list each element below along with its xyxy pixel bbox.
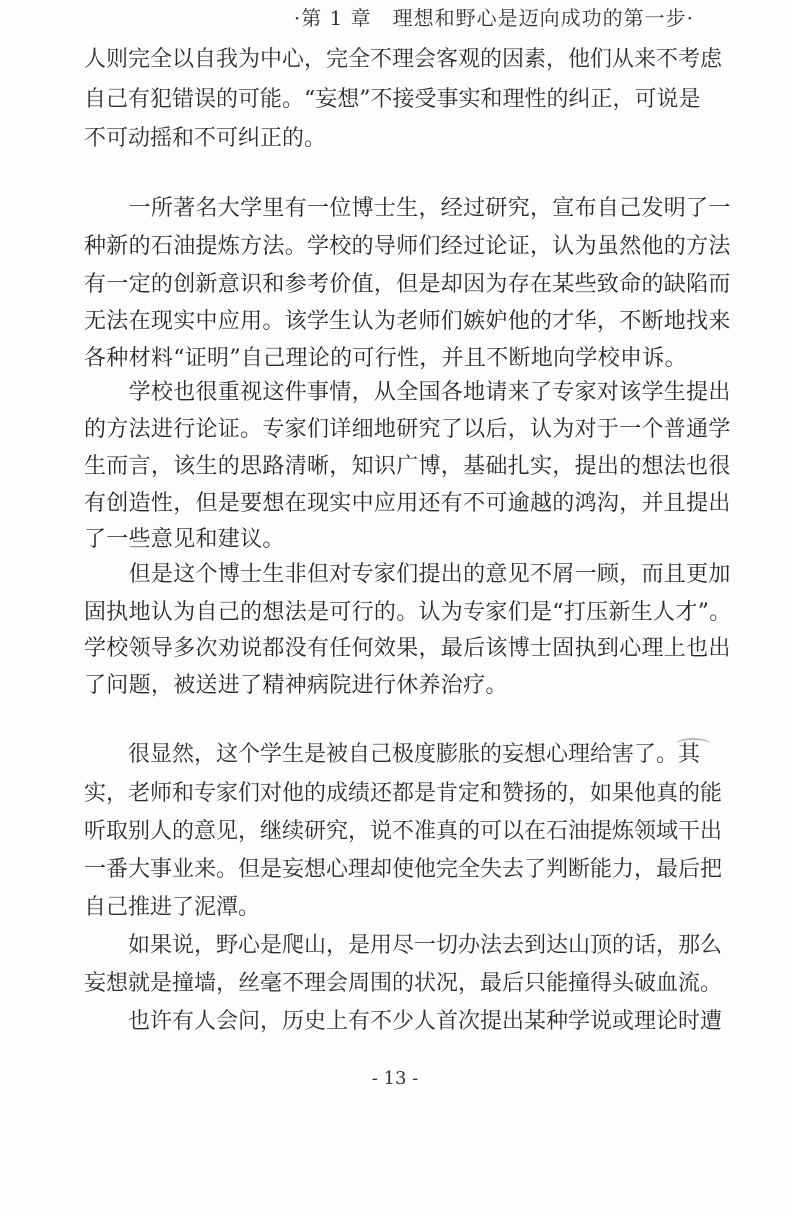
text-line: 自己有犯错误的可能。“妄想”不接受事实和理性的纠正，可说是 <box>84 87 701 112</box>
text-line: 很显然，这个学生是被自己极度膨胀的妄想心理给害了。其 <box>84 742 701 767</box>
running-header: ·第 1 章 理想和野心是迈向成功的第一步· <box>293 6 694 30</box>
text-line: 实，老师和专家们对他的成绩还都是肯定和赞扬的，如果他真的能 <box>84 781 723 806</box>
text-line: 有创造性，但是要想在现实中应用还有不可逾越的鸿沟，并且提出 <box>84 491 731 516</box>
text-line: 了一些意见和建议。 <box>84 527 285 552</box>
text-line: 了问题，被送进了精神病院进行休养治疗。 <box>84 673 508 698</box>
text-line: 人则完全以自我为中心，完全不理会客观的因素，他们从来不考虑 <box>84 47 723 72</box>
text-line: 生而言，该生的思路清晰，知识广博，基础扎实，提出的想法也很 <box>84 454 731 479</box>
text-line: 无法在现实中应用。该学生认为老师们嫉妒他的才华，不断地找来 <box>84 309 731 334</box>
text-line: 如果说，野心是爬山，是用尽一切办法去到达山顶的话，那么 <box>84 933 723 958</box>
text-line: 的方法进行论证。专家们详细地研究了以后，认为对于一个普通学 <box>84 417 731 442</box>
text-line: 也许有人会问，历史上有不少人首次提出某种学说或理论时遭 <box>84 1009 723 1034</box>
text-line: 但是这个博士生非但对专家们提出的意见不屑一顾，而且更加 <box>84 562 731 587</box>
text-line: 学校领导多次劝说都没有任何效果，最后该博士固执到心理上也出 <box>84 636 731 661</box>
text-line: 学校也很重视这件事情，从全国各地请来了专家对该学生提出 <box>84 380 731 405</box>
text-line: 有一定的创新意识和参考价值，但是却因为存在某些致命的缺陷而 <box>84 272 731 297</box>
page-number: - 13 - <box>371 1068 419 1089</box>
text-line: 固执地认为自己的想法是可行的。认为专家们是“打压新生人才”。 <box>84 600 732 625</box>
text-line: 一番大事业来。但是妄想心理却使他完全失去了判断能力，最后把 <box>84 857 723 882</box>
text-line: 自己推进了泥潭。 <box>84 895 261 920</box>
text-line: 妄想就是撞墙，丝毫不理会周围的状况，最后只能撞得头破血流。 <box>84 971 723 996</box>
text-line: 一所著名大学里有一位博士生，经过研究，宣布自己发明了一 <box>84 196 731 221</box>
text-line: 种新的石油提炼方法。学校的导师们经过论证，认为虽然他的方法 <box>84 234 731 259</box>
text-line: 各种材料“证明”自己理论的可行性，并且不断地向学校申诉。 <box>84 346 687 371</box>
text-line: 听取别人的意见，继续研究，说不准真的可以在石油提炼领域干出 <box>84 819 723 844</box>
text-line: 不可动摇和不可纠正的。 <box>84 126 327 151</box>
